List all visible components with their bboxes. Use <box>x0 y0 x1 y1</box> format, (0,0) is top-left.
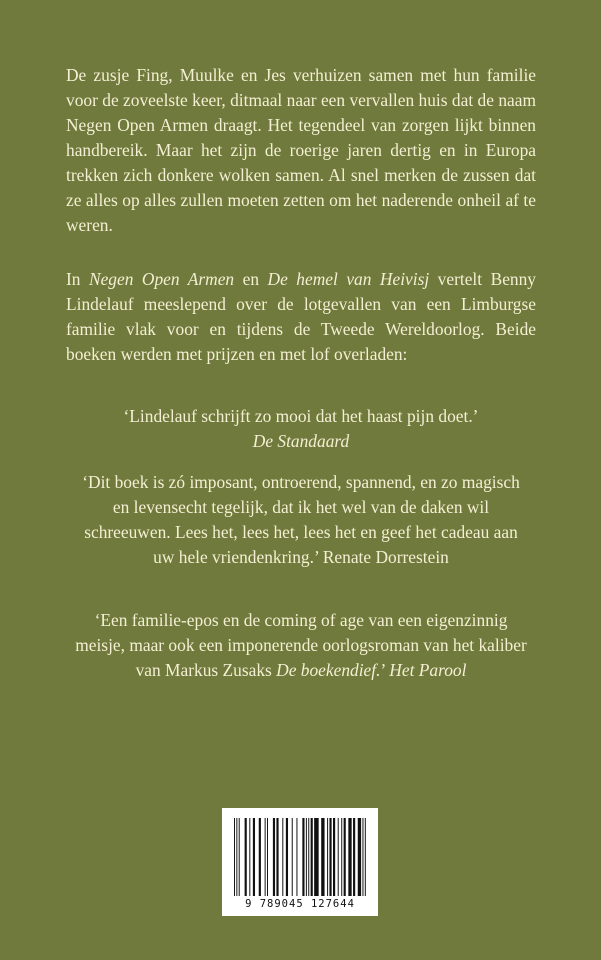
quote-text <box>72 608 530 683</box>
intro-text <box>66 267 536 367</box>
barcode-bar <box>276 818 278 896</box>
barcode-bar <box>282 818 283 896</box>
barcode-bar <box>267 818 268 896</box>
quote-text: ‘Lindelauf schrijft zo mooi dat het haast pijn doet.’ <box>123 406 479 426</box>
quote-book-title: De boekendief. <box>276 660 381 680</box>
quote-body: ‘Een familie-epos en de coming of age van een eigenzinnig meisje, maar ook een imponerende oorlogsroman van het kaliber van Markus Zusaks <box>75 610 527 680</box>
barcode-bar <box>362 818 363 896</box>
barcode-bar <box>245 818 247 896</box>
quote-source-name: De Standaard <box>252 431 350 451</box>
barcode-bar <box>338 818 339 896</box>
quote-source-name: Het Parool <box>389 660 467 680</box>
barcode-bar <box>234 818 235 896</box>
isbn-barcode <box>222 808 378 916</box>
barcode-bar <box>265 818 266 896</box>
barcode-bar <box>296 818 297 896</box>
barcode-bar <box>259 818 261 896</box>
barcode-bar <box>344 818 346 896</box>
barcode-bar <box>249 818 250 896</box>
quote-body: ‘Dit boek is zó imposant, ontroerend, spannend, en zo magisch en levensecht tegelijk, dat ik het wel van de daken wil schreeuwen. Lees het, lees het, lees het en geef het cadeau aan uw hele vriendenkring.’ <box>82 472 520 567</box>
barcode-bar <box>292 818 293 896</box>
intro-paragraph <box>66 267 536 367</box>
barcode-bar <box>358 818 361 896</box>
barcode-bar <box>333 818 335 896</box>
barcode-bar <box>302 818 304 896</box>
barcode-bar <box>365 818 366 896</box>
barcode-bar <box>253 818 255 896</box>
synopsis-paragraph <box>66 63 536 238</box>
quote-source <box>72 429 530 454</box>
isbn-number: 9 789045 127644 <box>245 898 355 910</box>
barcode-bar <box>321 818 324 896</box>
review-quote-dorrestein <box>72 470 530 570</box>
quote-close-mark: ’ <box>380 660 385 680</box>
review-quote-parool <box>72 608 530 683</box>
barcode-bar <box>329 818 331 896</box>
barcode-bar <box>286 818 288 896</box>
barcode-bar <box>353 818 355 896</box>
review-quote-standaard <box>72 404 530 454</box>
book-title-2: De hemel van Heivisj <box>267 269 430 289</box>
barcode-bar <box>311 818 313 896</box>
barcode-bar <box>348 818 351 896</box>
book-title-1: Negen Open Armen <box>88 269 235 289</box>
barcode-bar <box>327 818 328 896</box>
barcode-bar <box>306 818 307 896</box>
barcode-bar <box>236 818 237 896</box>
intro-rest: vertelt Benny Lindelauf meeslepend over de lotgevallen van een Limburgse familie vlak voor en tijdens de Tweede Wereldoorlog. Beide boeken werden met prijzen en met lof overladen: <box>66 269 536 364</box>
barcode-bar <box>341 818 342 896</box>
barcode-bar <box>314 818 319 896</box>
barcode-bar <box>308 818 309 896</box>
intro-conj: en <box>234 269 268 289</box>
intro-prefix: In <box>66 269 89 289</box>
barcode-bar <box>239 818 240 896</box>
quote-text <box>72 470 530 570</box>
barcode-bar <box>273 818 275 896</box>
synopsis-text: De zusje Fing, Muulke en Jes verhuizen samen met hun familie voor de zoveelste keer, ditmaal naar een vervallen huis dat de naam Negen Open Armen draagt. Het tegendeel van zorgen lijkt binnen handbereik. Maar het zijn de roerige jaren dertig en in Europa trekken zich donkere wolken samen. Al snel merken de zussen dat ze alles op alles zullen moeten zetten om het naderende onheil af te weren. <box>66 65 536 235</box>
quote-source-name: Renate Dorrestein <box>322 547 449 567</box>
